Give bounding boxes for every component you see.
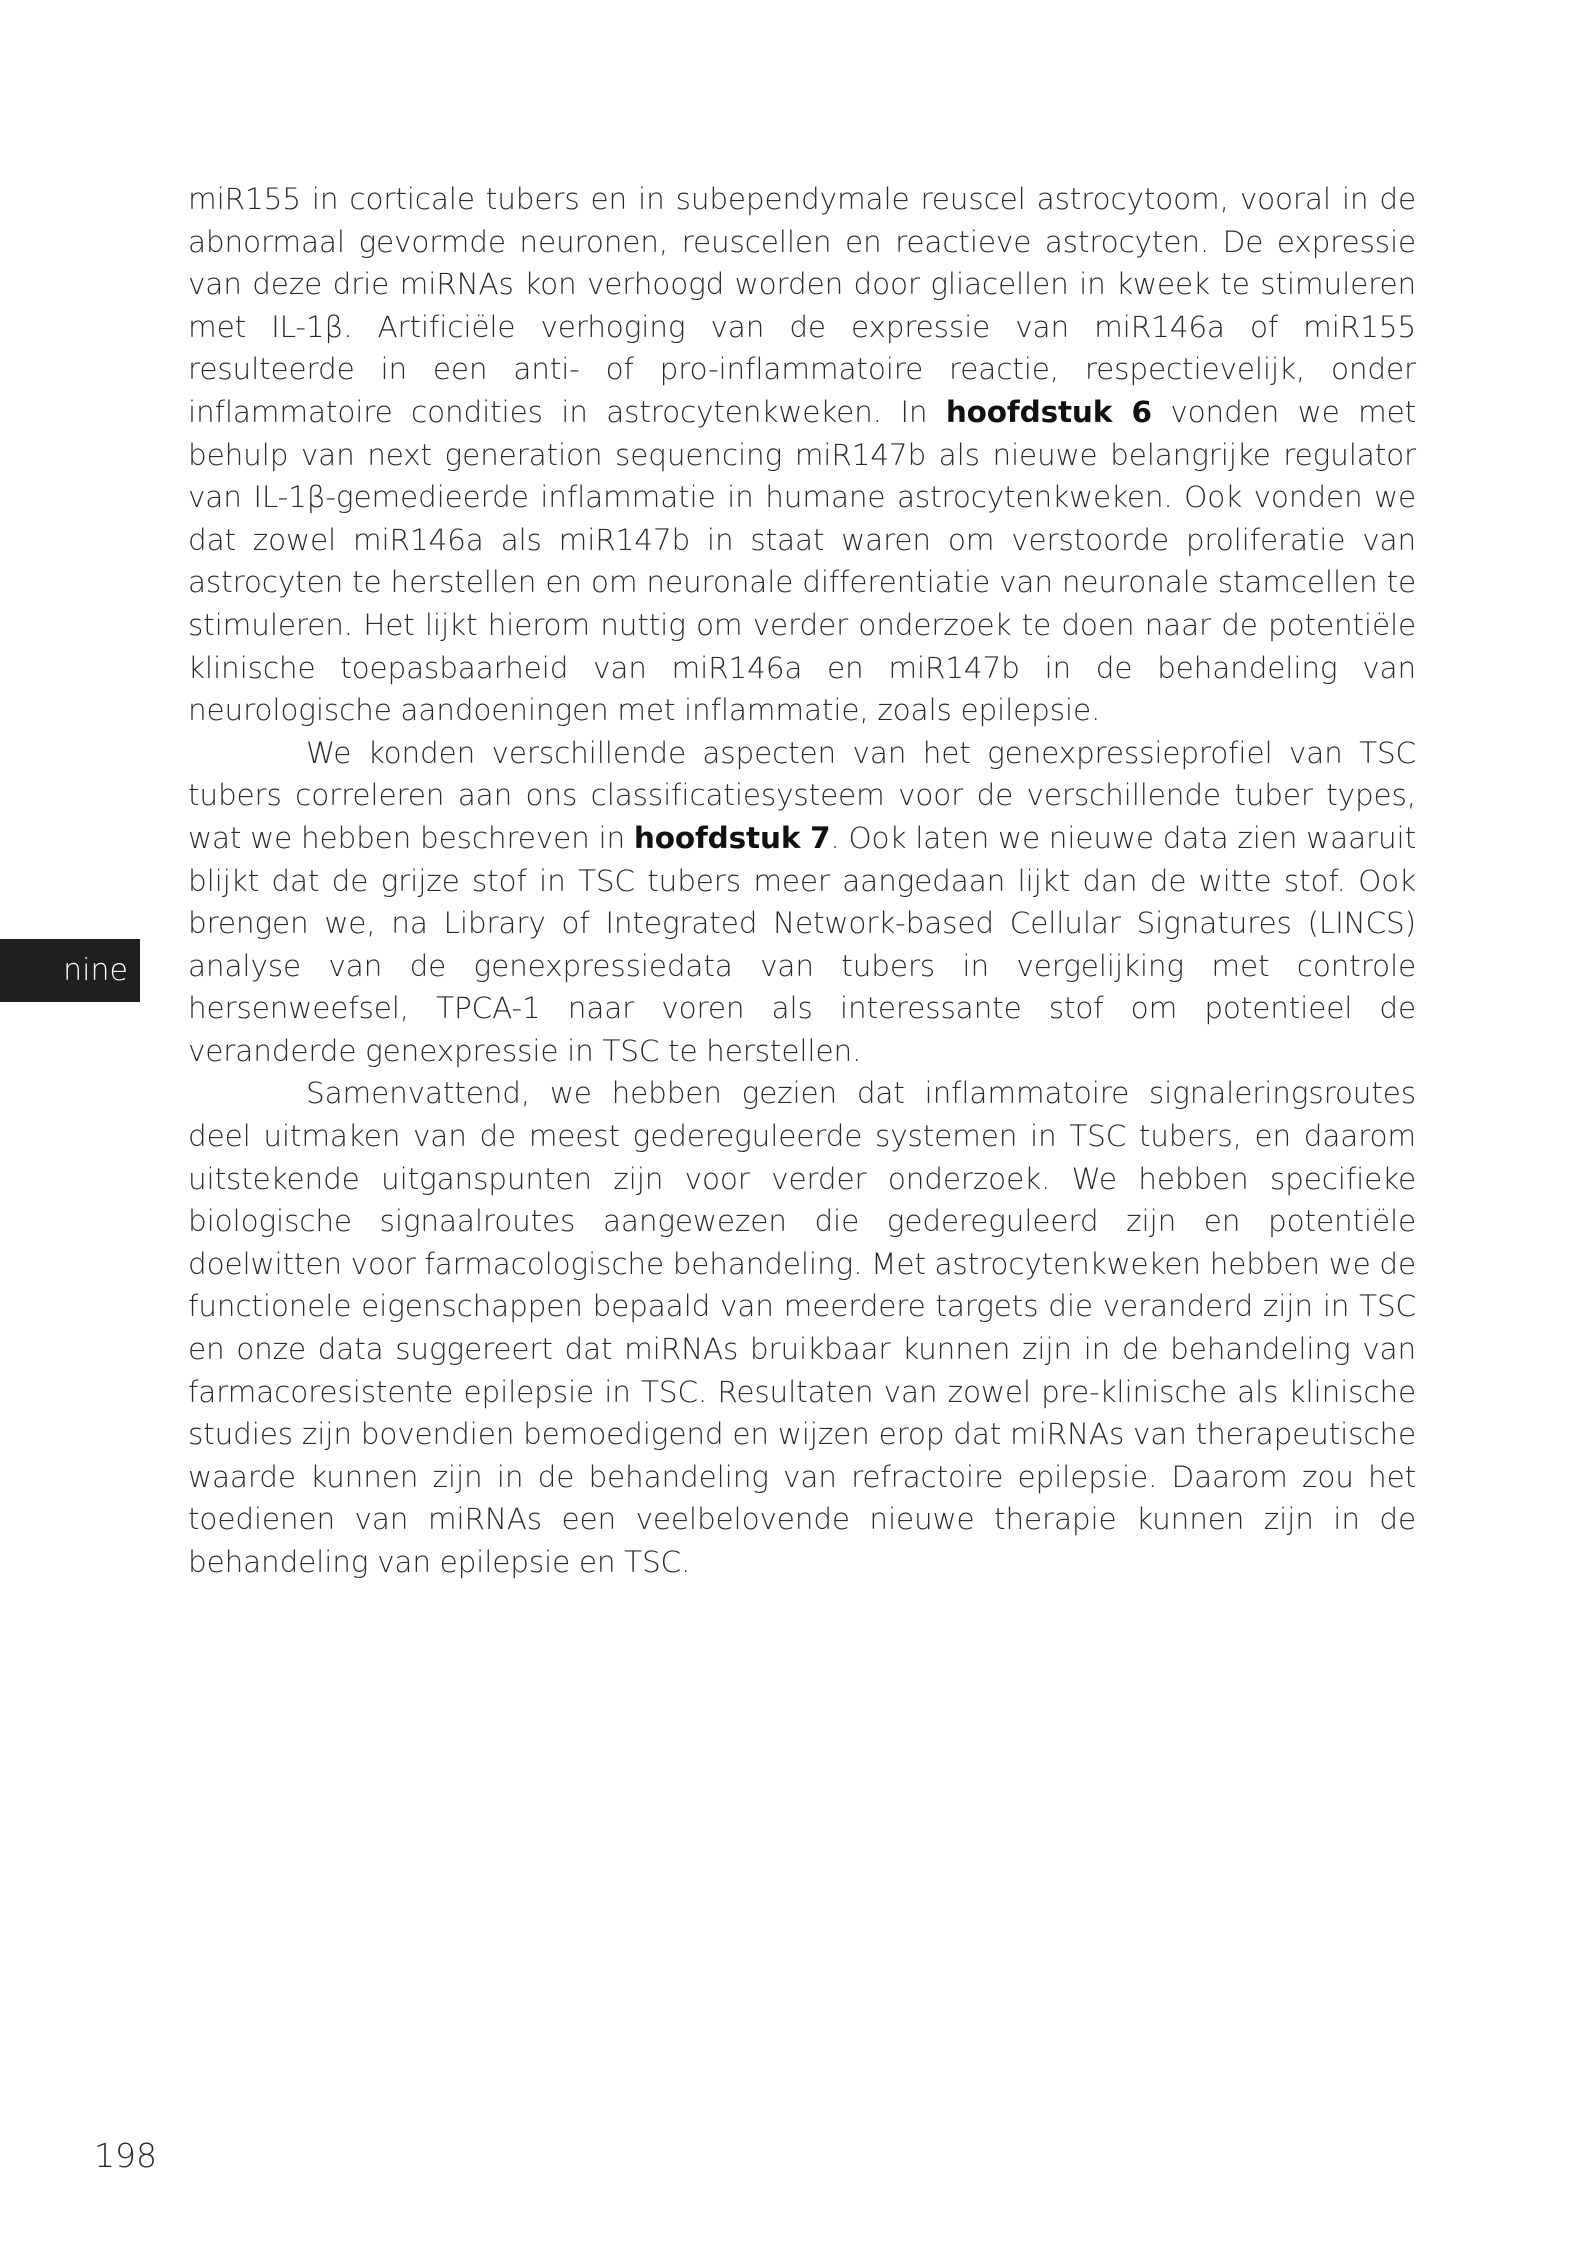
- chapter-tab-label: nine: [63, 953, 128, 988]
- paragraph-2: [188, 732, 1416, 1073]
- body-text: [188, 178, 1416, 1584]
- paragraph-text: . Ook laten we nieuwe data zien waaruit blijkt dat de grijze stof in TSC tubers meer aangedaan lijkt dan de witte stof. Ook brengen we, na Library of Integrated Network-based Cellular Signatures (LINCS) analyse van de genexpressiedata van tubers in vergelijking met controle hersenweefsel, TPCA-1 naar voren als interessante stof om potentieel de veranderde genexpressie in TSC te herstellen.: [188, 820, 1416, 1068]
- paragraph-1: [188, 178, 1416, 732]
- paragraph-text: vonden we met behulp van next generation sequencing miR147b als nieuwe belangrijke regulator van IL-1β-gemedieerde inflammatie in humane astrocytenkweken. Ook vonden we dat zowel miR146a als miR147b in staat waren om verstoorde proliferatie van astrocyten te herstellen en om neuronale differentiatie van neuronale stamcellen te stimuleren. Het lijkt hierom nuttig om verder onderzoek te doen naar de potentiële klinische toepasbaarheid van miR146a en miR147b in de behandeling van neurologische aandoeningen met inflammatie, zoals epilepsie.: [188, 394, 1416, 728]
- chapter-tab: [0, 939, 140, 1002]
- paragraph-text: miR155 in corticale tubers en in subependymale reuscel astrocytoom, vooral in de abnormaal gevormde neuronen, reuscellen en reactieve astrocyten. De expressie van deze drie miRNAs kon verhoogd worden door gliacellen in kweek te stimuleren met IL-1β. Artificiële verhoging van de expressie van miR146a of miR155 resulteerde in een anti- of pro-inflammatoire reactie, respectievelijk, onder inflammatoire condities in astrocytenkweken. In: [188, 182, 1416, 429]
- chapter-reference: hoofdstuk 7: [633, 820, 831, 855]
- paragraph-text: Samenvattend, we hebben gezien dat inflammatoire signaleringsroutes deel uitmaken van de meest gedereguleerde systemen in TSC tubers, en daarom uitstekende uitganspunten zijn voor verder onderzoek. We hebben specifieke biologische signaalroutes aangewezen die gedereguleerd zijn en potentiële doelwitten voor farmacologische behandeling. Met astrocytenkweken hebben we de functionele eigenschappen bepaald van meerdere targets die veranderd zijn in TSC en onze data suggereert dat miRNAs bruikbaar kunnen zijn in de behandeling van farmacoresistente epilepsie in TSC. Resultaten van zowel pre-klinische als klinische studies zijn bovendien bemoedigend en wijzen erop dat miRNAs van therapeutische waarde kunnen zijn in de behandeling van refractoire epilepsie. Daarom zou het toedienen van miRNAs een veelbelovende nieuwe therapie kunnen zijn in de behandeling van epilepsie en TSC.: [188, 1076, 1416, 1579]
- paragraph-3: [188, 1072, 1416, 1583]
- page-number: 198: [94, 2136, 157, 2175]
- paragraph-text: We konden verschillende aspecten van het genexpressieprofiel van TSC tubers correleren aan ons classificatiesysteem voor de verschillende tuber types, wat we hebben beschreven in: [188, 735, 1416, 855]
- chapter-reference: hoofdstuk 6: [945, 394, 1152, 429]
